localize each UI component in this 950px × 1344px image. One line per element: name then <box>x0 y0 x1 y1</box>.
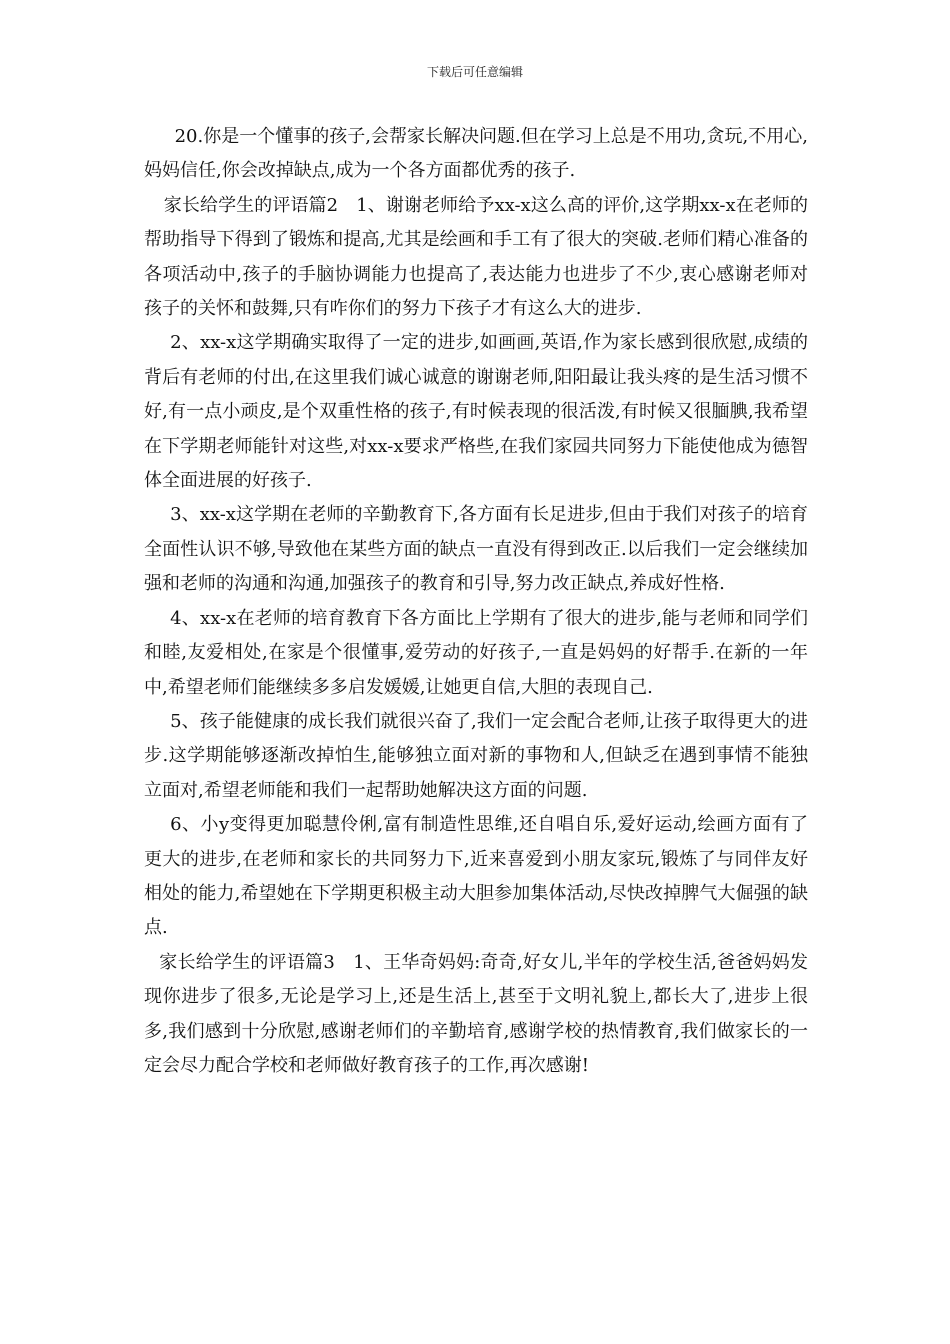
paragraph-item-3: 3、xx-x这学期在老师的辛勤教育下,各方面有长足进步,但由于我们对孩子的培育全面性认识不够,导致他在某些方面的缺点一直没有得到改正.以后我们一定会继续加强和老师的沟通和沟通,加强孩子的教育和引导,努力改正缺点,养成好性格. <box>144 504 808 595</box>
page-header: 下载后可任意编辑 <box>426 65 523 79</box>
paragraph-item-4: 4、xx-x在老师的培育教育下各方面比上学期有了很大的进步,能与老师和同学们和睦,友爱相处,在家是个很懂事,爱劳动的好孩子,一直是妈妈的好帮手.在新的一年中,希望老师们能继续多多启发媛媛,让她更自信,大胆的表现自己. <box>144 607 808 698</box>
paragraph-item-6: 6、小y变得更加聪慧伶俐,富有制造性思维,还自唱自乐,爱好运动,绘画方面有了更大的进步,在老师和家长的共同努力下,近来喜爱到小朋友家玩,锻炼了与同伴友好相处的能力,希望她在下学期更积极主动大胆参加集体活动,尽快改掉脾气大倔强的缺点. <box>144 814 808 939</box>
paragraph-section-3-item-1: 家长给学生的评语篇3 1、王华奇妈妈:奇奇,好女儿,半年的学校生活,爸爸妈妈发现你进步了很多,无论是学习上,还是生活上,甚至于文明礼貌上,都长大了,进步上很多,我们感到十分欣慰,感谢老师们的辛勤培育,感谢学校的热情教育,我们做家长的一定会尽力配合学校和老师做好教育孩子的工作,再次感谢! <box>144 951 808 1076</box>
paragraph-section-2-item-1: 家长给学生的评语篇2 1、谢谢老师给予xx-x这么高的评价,这学期xx-x在老师的帮助指导下得到了锻炼和提高,尤其是绘画和手工有了很大的突破.老师们精心准备的各项活动中,孩子的手脑协调能力也提高了,表达能力也进步了不少,衷心感谢老师对孩子的关怀和鼓舞,只有咋你们的努力下孩子才有这么大的进步. <box>144 194 808 320</box>
paragraph-item-2: 2、xx-x这学期确实取得了一定的进步,如画画,英语,作为家长感到很欣慰,成绩的背后有老师的付出,在这里我们诚心诚意的谢谢老师,阳阳最让我头疼的是生活习惯不好,有一点小顽皮,是个双重性格的孩子,有时候表现的很活泼,有时候又很腼腆,我希望在下学期老师能针对这些,对xx-x要求严格些,在我们家园共同努力下能使他成为德智体全面进展的好孩子. <box>144 332 808 492</box>
paragraph-item-5: 5、孩子能健康的成长我们就很兴奋了,我们一定会配合老师,让孩子取得更大的进步.这学期能够逐渐改掉怕生,能够独立面对新的事物和人,但缺乏在遇到事情不能独立面对,希望老师能和我们一起帮助她解决这方面的问题. <box>144 710 808 801</box>
document-body <box>144 120 808 1083</box>
paragraph-20: 20.你是一个懂事的孩子,会帮家长解决问题.但在学习上总是不用功,贪玩,不用心,妈妈信任,你会改掉缺点,成为一个各方面都优秀的孩子. <box>144 126 808 182</box>
